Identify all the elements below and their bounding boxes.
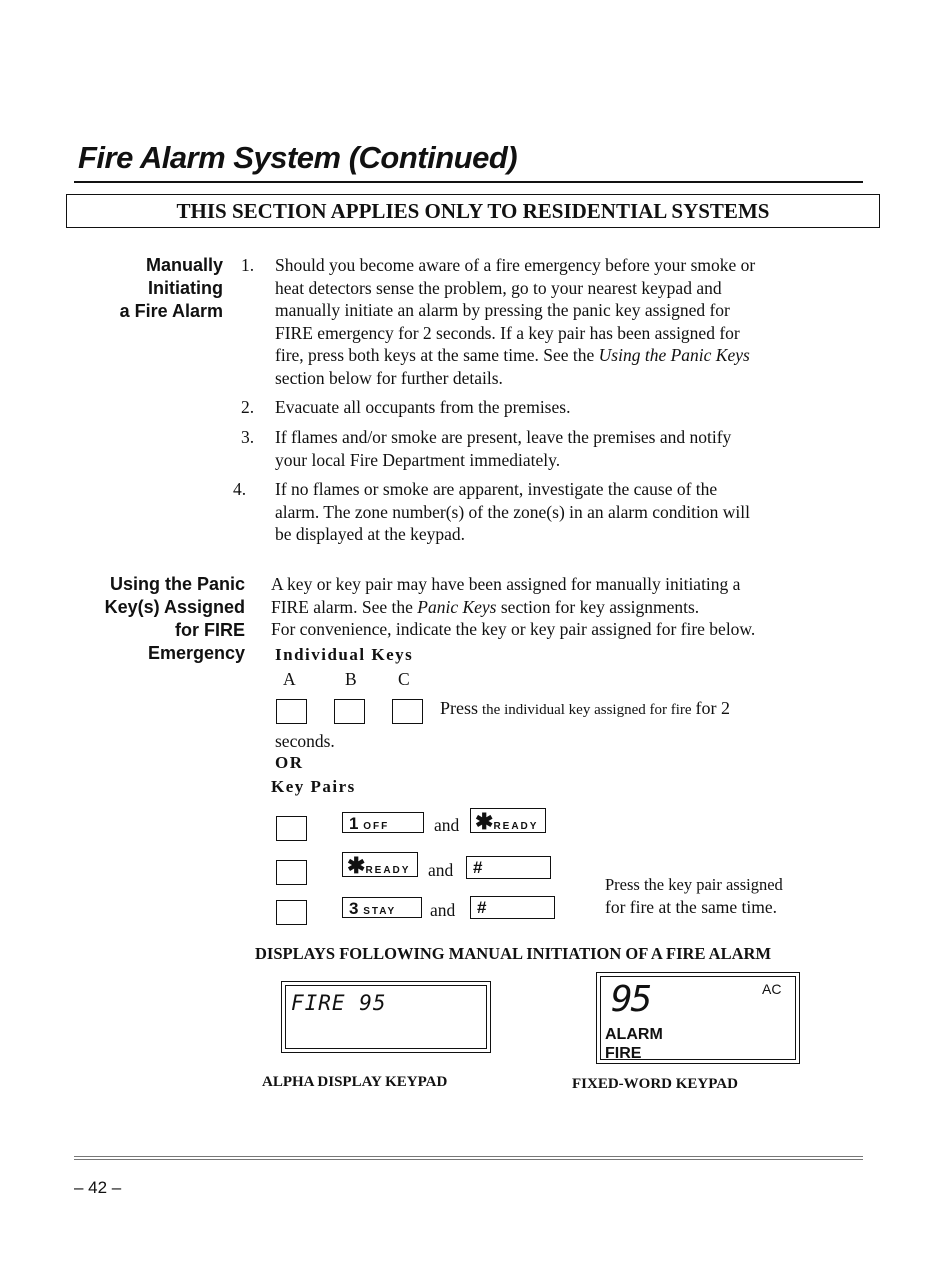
alpha-display-text: FIRE 95 [291, 991, 387, 1015]
reference-link-text: Using the Panic Keys [598, 345, 750, 365]
individual-keys-heading: Individual Keys [275, 645, 414, 664]
step-number: 3. [241, 427, 255, 447]
key-label-a: A [283, 669, 296, 689]
key-star-ready: ✱READY [470, 808, 546, 833]
step-number: 4. [233, 479, 247, 499]
side-heading-manual: Manually Initiating a Fire Alarm [119, 255, 223, 321]
key-pound: # [466, 856, 551, 879]
key-pound: # [470, 896, 555, 919]
step-1-text: Should you become aware of a fire emergency before your smoke or heat detectors sense the problem, go to your nearest keypad and manually initiate an alarm by pressing the panic key assigned for FIRE emergency for 2 seconds. If a key pair has been assigned for fire, press both keys at the same time. See the Using the Panic Keys section below for further details. [275, 255, 756, 388]
checkbox-key-c[interactable] [392, 699, 423, 724]
pair-note: Press the key pair assigned for fire at the same time. [605, 875, 783, 917]
press-instruction-cont: seconds. [275, 731, 335, 751]
key-pairs-heading: Key Pairs [271, 777, 356, 796]
status-words: ALARM FIRE [605, 1026, 663, 1062]
key-1-off: 1 OFF [342, 812, 424, 833]
checkbox-pair-3[interactable] [276, 900, 307, 925]
checkbox-pair-1[interactable] [276, 816, 307, 841]
ac-indicator: AC [762, 981, 782, 997]
key-label-b: B [345, 669, 357, 689]
fixed-caption: FIXED-WORD KEYPAD [572, 1076, 738, 1092]
page-title: Fire Alarm System (Continued) [78, 140, 518, 175]
side-heading-panic: Using the Panic Key(s) Assigned for FIRE Emergency [104, 574, 245, 663]
checkbox-key-b[interactable] [334, 699, 365, 724]
checkbox-pair-2[interactable] [276, 860, 307, 885]
step-number: 2. [241, 397, 255, 417]
footer-rule [74, 1156, 863, 1157]
step-3-text: If flames and/or smoke are present, leave the premises and notify your local Fire Department immediately. [275, 427, 732, 470]
and-label: and [428, 860, 454, 880]
fixed-word-display [596, 972, 800, 1064]
press-instruction: Press the individual key assigned for fire for 2 [440, 698, 731, 718]
and-label: and [434, 815, 460, 835]
page-number: – 42 – [74, 1178, 122, 1197]
key-label-c: C [398, 669, 410, 689]
displays-heading: DISPLAYS FOLLOWING MANUAL INITIATION OF A FIRE ALARM [255, 944, 772, 963]
panic-intro: A key or key pair may have been assigned for manually initiating a FIRE alarm. See the Panic Keys section for key assignments. For convenience, indicate the key or key pair assigned for fire below. [271, 574, 756, 639]
key-star-ready: ✱READY [342, 852, 418, 877]
zone-number: 95 [611, 979, 651, 1020]
and-label: and [430, 900, 456, 920]
step-4-text: If no flames or smoke are apparent, investigate the cause of the alarm. The zone number(s) of the zone(s) in an alarm condition will be displayed at the keypad. [275, 479, 750, 544]
or-label: OR [275, 753, 304, 772]
step-2-text: Evacuate all occupants from the premises. [275, 397, 571, 417]
key-3-stay: 3 STAY [342, 897, 422, 918]
section-banner: THIS SECTION APPLIES ONLY TO RESIDENTIAL SYSTEMS [66, 194, 880, 228]
footer-rule [74, 1159, 863, 1160]
title-rule [74, 181, 863, 183]
alpha-display [281, 981, 491, 1053]
alpha-caption: ALPHA DISPLAY KEYPAD [262, 1074, 448, 1090]
checkbox-key-a[interactable] [276, 699, 307, 724]
step-number: 1. [241, 255, 255, 275]
